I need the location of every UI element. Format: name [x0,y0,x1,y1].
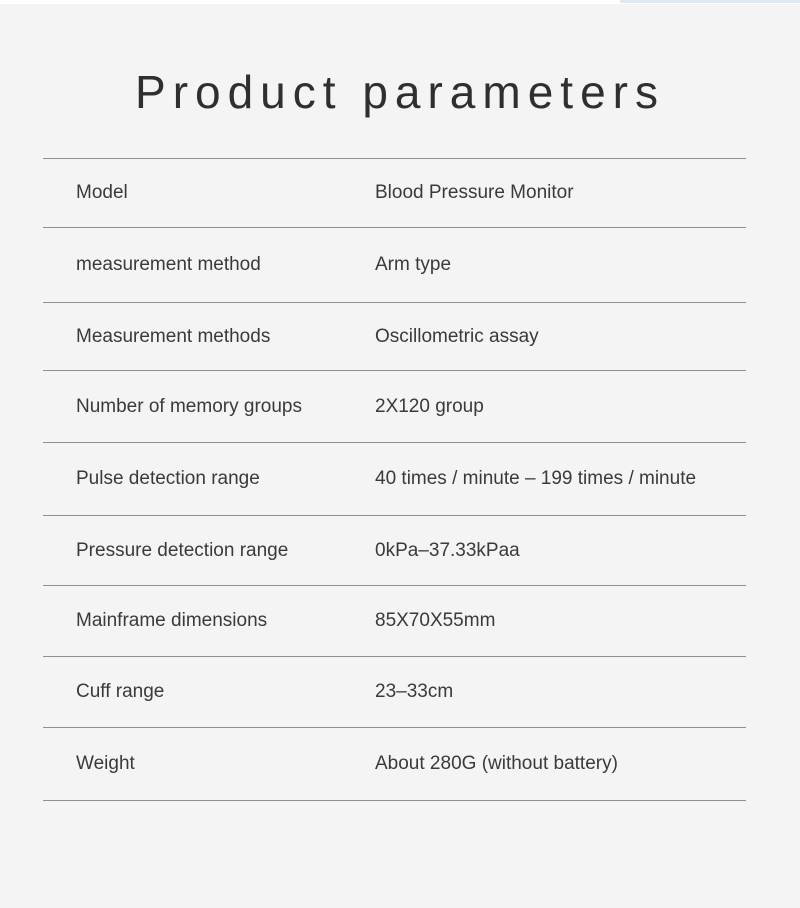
spec-row-cuff-range [43,657,746,728]
spec-label: Measurement methods [76,325,271,347]
spec-label: Model [76,182,128,203]
spec-value: About 280G (without battery) [375,753,618,774]
spec-label: Pressure detection range [76,539,289,561]
spec-value: 85X70X55mm [375,610,496,631]
spec-value: Arm type [375,254,452,275]
spec-label: Cuff range [76,681,165,702]
spec-value: 23–33cm [375,681,454,702]
spec-label: Weight [76,753,135,774]
spec-row-model [43,159,746,228]
spec-value: Blood Pressure Monitor [375,182,574,203]
spec-row-dimensions [43,586,746,657]
spec-row-memory-groups [43,371,746,443]
spec-label: measurement method [76,254,261,275]
spec-row-measurement-methods [43,303,746,371]
spec-label: Number of memory groups [76,395,302,417]
spec-value: 2X120 group [375,395,484,417]
spec-value: 0kPa–37.33kPaa [375,539,520,561]
spec-row-pressure-range [43,516,746,586]
spec-value: Oscillometric assay [375,325,539,347]
spec-label: Mainframe dimensions [76,610,268,631]
spec-row-pulse-range [43,443,746,516]
spec-row-measurement-method [43,228,746,303]
top-strip-accent [620,0,800,3]
spec-row-weight [43,728,746,801]
spec-table [43,158,746,801]
spec-label: Pulse detection range [76,468,260,489]
page-title: Product parameters [135,66,665,118]
spec-value: 40 times / minute – 199 times / minute [375,468,697,489]
